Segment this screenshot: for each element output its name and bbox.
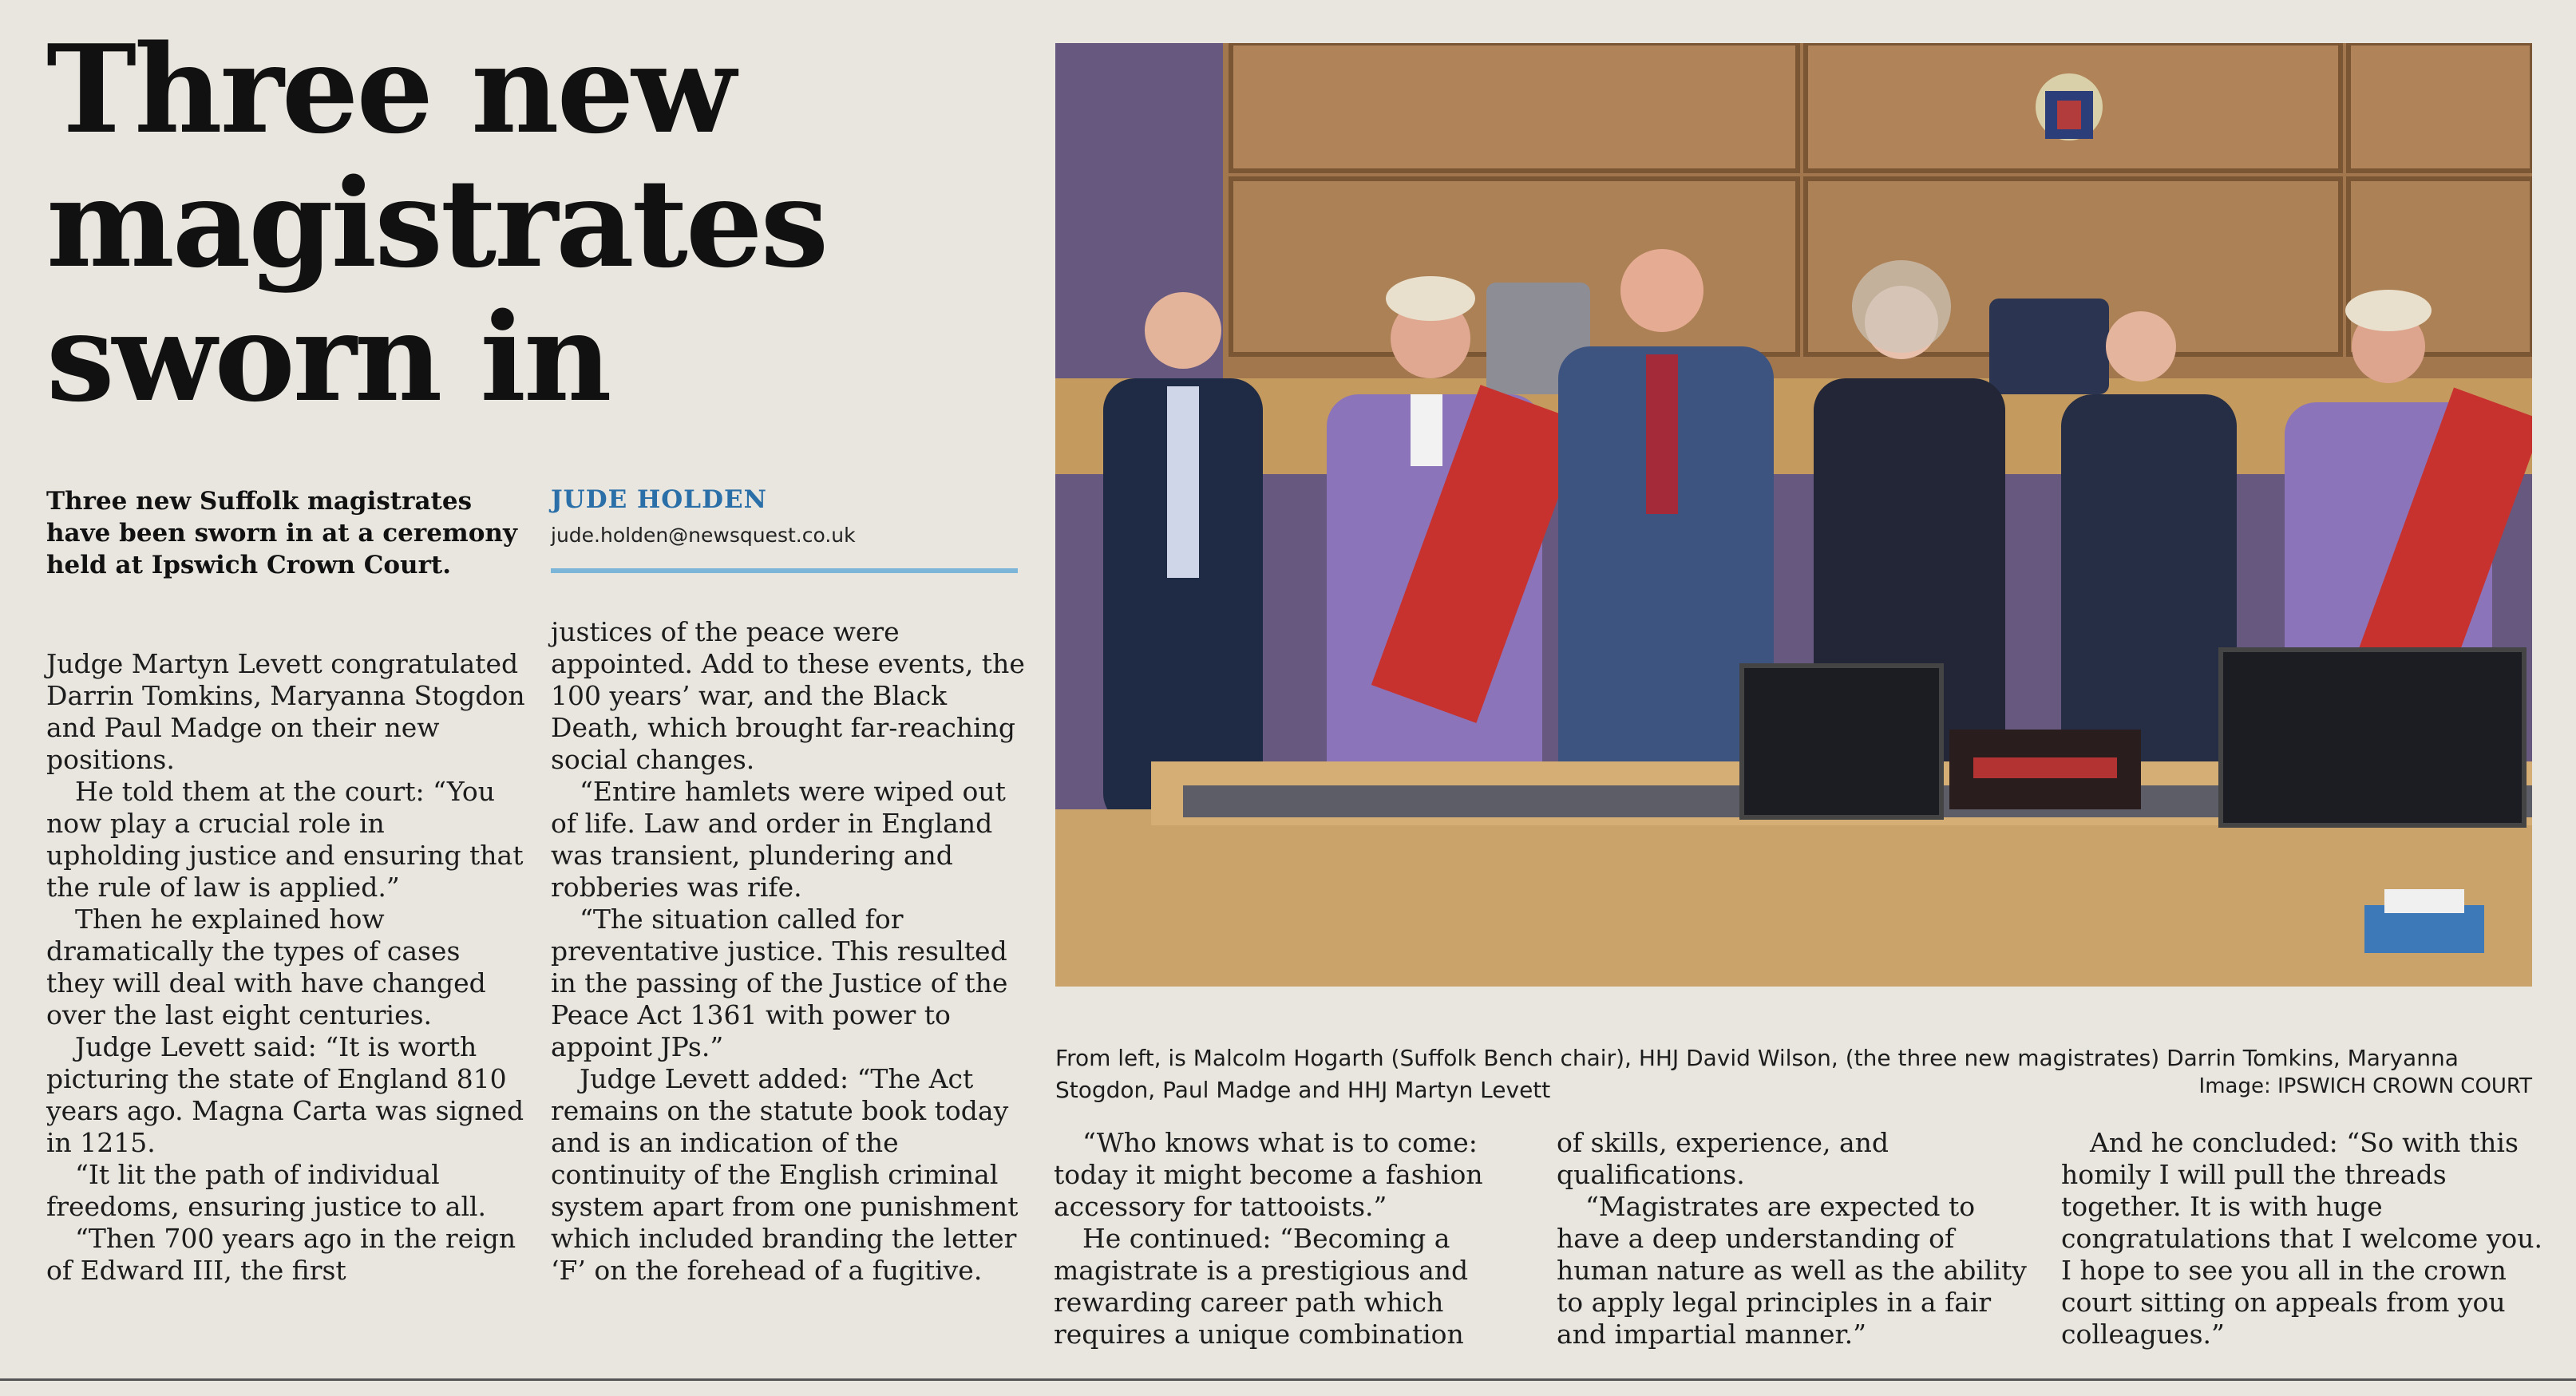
royal-crest-icon bbox=[2036, 73, 2103, 140]
article-column-1 bbox=[46, 648, 525, 1287]
paragraph: justices of the peace were appointed. Add to these events, the 100 years’ war, and the Black Death, which brought far-reaching social changes. bbox=[551, 616, 1025, 775]
paragraph: Judge Levett said: “It is worth picturing the state of England 810 years ago. Magna Carta was signed in 1215. bbox=[46, 1031, 524, 1158]
paragraph: Then he explained how dramatically the types of cases they will deal with have changed over the last eight centuries. bbox=[46, 904, 486, 1030]
byline-email: jude.holden@newsquest.co.uk bbox=[551, 524, 856, 547]
headline-line-1: Three new bbox=[46, 18, 734, 160]
paragraph: He told them at the court: “You now play a crucial role in upholding justice and ensuring that the rule of law is applied.” bbox=[46, 776, 524, 903]
photo-caption: From left, is Malcolm Hogarth (Suffolk Bench chair), HHJ David Wilson, (the three new magistrates) Darrin Tomkins, Maryanna Stogdon, Paul Madge and HHJ Martyn Levett bbox=[1055, 1045, 2459, 1103]
paragraph: “Who knows what is to come: today it might become a fashion accessory for tattooists.” bbox=[1054, 1127, 1483, 1222]
byline-name: JUDE HOLDEN bbox=[551, 485, 767, 514]
photo-credit: Image: IPSWICH CROWN COURT bbox=[2198, 1074, 2532, 1098]
headline-line-2: magistrates bbox=[46, 152, 827, 295]
article-column-2 bbox=[551, 616, 1030, 1287]
page-divider bbox=[0, 1378, 2576, 1381]
standfirst: Three new Suffolk magistrates have been sworn in at a ceremony held at Ipswich Crown Court. bbox=[46, 487, 517, 579]
paragraph: “It lit the path of individual freedoms, ensuring justice to all. bbox=[46, 1159, 487, 1222]
article-column-4 bbox=[1557, 1127, 2044, 1351]
headline bbox=[46, 18, 1028, 429]
paragraph: Judge Levett added: “The Act remains on the statute book today and is an indication of the continuity of the English criminal system apart from one punishment which included branding the letter ‘F’ on the forehead of a fugitive. bbox=[551, 1063, 1019, 1286]
paragraph: He continued: “Becoming a magistrate is a prestigious and rewarding career path which requires a unique combination bbox=[1054, 1223, 1469, 1350]
article-column-5 bbox=[2061, 1127, 2548, 1351]
paragraph: Judge Martyn Levett congratulated Darrin Tomkins, Maryanna Stogdon and Paul Madge on their new positions. bbox=[46, 648, 525, 775]
article-column-3 bbox=[1054, 1127, 1541, 1351]
paragraph: “Then 700 years ago in the reign of Edward III, the first bbox=[46, 1223, 516, 1286]
headline-line-3: sworn in bbox=[46, 286, 610, 429]
paragraph: of skills, experience, and qualifications. bbox=[1557, 1127, 1889, 1190]
paragraph: “Entire hamlets were wiped out of life. Law and order in England was transient, plundering and robberies was rife. bbox=[551, 776, 1006, 903]
paragraph: “The situation called for preventative justice. This resulted in the passing of the Justice of the Peace Act 1361 with power to appoint JPs.” bbox=[551, 904, 1008, 1062]
courtroom-photo bbox=[1055, 43, 2532, 987]
paragraph: “Magistrates are expected to have a deep understanding of human nature as well as the ability to apply legal principles in a fair and impartial manner.” bbox=[1557, 1191, 2027, 1350]
paragraph: And he concluded: “So with this homily I will pull the threads together. It is with huge congratulations that I welcome you. I hope to see you all in the crown court sitting on appeals from you colleagues.” bbox=[2061, 1127, 2542, 1350]
byline-divider bbox=[551, 568, 1018, 573]
